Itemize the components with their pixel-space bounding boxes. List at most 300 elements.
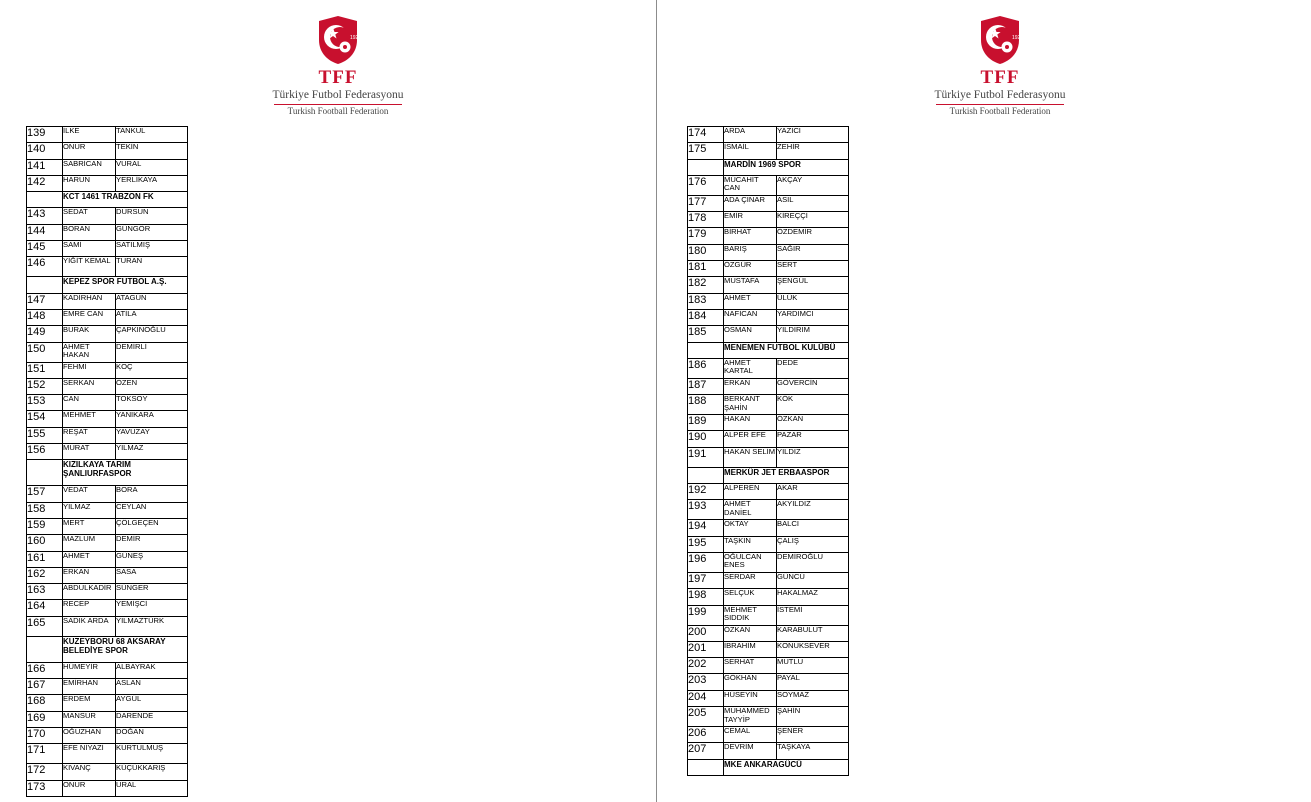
player-number: 206 [688,727,724,743]
team-row-spacer [27,277,63,293]
player-row [688,625,849,641]
player-row [688,378,849,394]
player-first-name: HAKAN [724,415,777,431]
player-number: 150 [27,342,63,362]
team-row [27,277,188,293]
player-last-name: ÇAPKINOĞLU [116,326,188,342]
player-number: 152 [27,378,63,394]
player-row [688,572,849,588]
player-row [688,536,849,552]
player-last-name: TAŞKAYA [777,743,849,759]
player-number: 161 [27,551,63,567]
player-first-name: MURAT [63,444,116,460]
player-row [688,395,849,415]
player-first-name: EMİR [724,212,777,228]
player-last-name: ÇÖLGEÇEN [116,518,188,534]
team-name: MARDİN 1969 SPOR [724,159,849,175]
player-number: 139 [27,127,63,143]
player-last-name: DURSUN [116,208,188,224]
logo-abbreviation: TFF [980,67,1020,88]
player-last-name: İSTEMİ [777,605,849,625]
player-last-name: ZEHİR [777,143,849,159]
player-first-name: KADİRHAN [63,293,116,309]
player-number: 154 [27,411,63,427]
player-last-name: ÖZDEMİR [777,228,849,244]
player-first-name: HÜMEYİR [63,662,116,678]
player-number: 164 [27,600,63,616]
tff-crest-icon [977,14,1023,66]
player-number: 145 [27,241,63,257]
player-first-name: AHMET KARTAL [724,358,777,378]
player-first-name: SERDAR [724,572,777,588]
player-number: 162 [27,567,63,583]
team-row-spacer [688,467,724,483]
player-last-name: YEMİŞCİ [116,600,188,616]
player-row [688,431,849,447]
player-first-name: TAŞKIN [724,536,777,552]
player-row [688,447,849,467]
player-last-name: AKÇAY [777,175,849,195]
player-first-name: AHMET HAKAN [63,342,116,362]
player-row [27,780,188,796]
player-number: 159 [27,518,63,534]
player-number: 199 [688,605,724,625]
player-last-name: TEKİN [116,143,188,159]
player-row [688,228,849,244]
player-row [688,358,849,378]
team-row-spacer [688,159,724,175]
player-first-name: BARIŞ [724,244,777,260]
player-first-name: İLKE [63,127,116,143]
player-number: 158 [27,502,63,518]
player-number: 180 [688,244,724,260]
team-row [27,192,188,208]
player-number: 157 [27,486,63,502]
player-row [27,551,188,567]
player-number: 141 [27,159,63,175]
player-row [688,743,849,759]
player-row [27,764,188,780]
player-first-name: ALPER EFE [724,431,777,447]
player-first-name: AHMET [724,293,777,309]
player-number: 155 [27,427,63,443]
logo-year: 1923 [350,35,361,41]
player-last-name: GÜNEŞ [116,551,188,567]
player-number: 183 [688,293,724,309]
player-row [688,326,849,342]
player-number: 171 [27,744,63,764]
player-last-name: YILDIZ [777,447,849,467]
player-last-name: DEMİRLİ [116,342,188,362]
player-number: 185 [688,326,724,342]
player-row [688,552,849,572]
player-row [27,224,188,240]
player-row [27,159,188,175]
player-first-name: DEVRİM [724,743,777,759]
player-row [27,342,188,362]
logo-name-english: Turkish Football Federation [949,106,1051,116]
player-number: 146 [27,257,63,277]
player-first-name: OSMAN [724,326,777,342]
player-number: 165 [27,616,63,636]
player-first-name: OĞULCAN ENES [724,552,777,572]
player-first-name: SERKAN [63,378,116,394]
player-last-name: ÖZKAN [777,415,849,431]
player-number: 149 [27,326,63,342]
player-number: 167 [27,679,63,695]
player-number: 189 [688,415,724,431]
player-last-name: KARABULUT [777,625,849,641]
player-number: 172 [27,764,63,780]
player-number: 147 [27,293,63,309]
player-last-name: SATILMIŞ [116,241,188,257]
player-number: 151 [27,362,63,378]
player-row [688,605,849,625]
player-row [27,444,188,460]
player-row [688,127,849,143]
player-row [27,600,188,616]
player-number: 173 [27,780,63,796]
team-row [688,467,849,483]
player-first-name: SADIK ARDA [63,616,116,636]
player-first-name: BURAK [63,326,116,342]
player-row [688,143,849,159]
logo-name-turkish: Türkiye Futbol Federasyonu [272,89,404,101]
player-row [688,589,849,605]
player-last-name: SAĞIR [777,244,849,260]
player-last-name: DOĞAN [116,727,188,743]
player-first-name: HARUN [63,175,116,191]
player-first-name: ERKAN [724,378,777,394]
player-row [27,395,188,411]
player-number: 140 [27,143,63,159]
player-row [27,695,188,711]
player-number: 143 [27,208,63,224]
player-last-name: DEMİROĞLU [777,552,849,572]
player-number: 174 [688,127,724,143]
player-number: 207 [688,743,724,759]
player-last-name: DEDE [777,358,849,378]
player-first-name: FEHMİ [63,362,116,378]
player-first-name: ÖZGÜR [724,261,777,277]
player-number: 188 [688,395,724,415]
player-last-name: ASIL [777,195,849,211]
player-number: 196 [688,552,724,572]
team-row [688,159,849,175]
player-row [688,195,849,211]
player-last-name: URAL [116,780,188,796]
player-row [688,500,849,520]
player-last-name: TOKSOY [116,395,188,411]
player-number: 178 [688,212,724,228]
player-number: 177 [688,195,724,211]
player-first-name: ERKAN [63,567,116,583]
roster-table-left [26,126,188,797]
player-row [688,674,849,690]
team-name: MENEMEN FUTBOL KULÜBÜ [724,342,849,358]
player-row [27,486,188,502]
player-first-name: SABRİCAN [63,159,116,175]
player-first-name: RECEP [63,600,116,616]
player-row [688,277,849,293]
player-last-name: CEYLAN [116,502,188,518]
player-last-name: PAYAL [777,674,849,690]
player-last-name: KONUKSEVER [777,641,849,657]
player-number: 205 [688,707,724,727]
player-last-name: TANKUL [116,127,188,143]
player-row [688,244,849,260]
player-first-name: ÖZKAN [724,625,777,641]
player-last-name: ÖZEN [116,378,188,394]
player-number: 200 [688,625,724,641]
player-last-name: AKYILDIZ [777,500,849,520]
player-number: 156 [27,444,63,460]
player-first-name: İBRAHİM [724,641,777,657]
player-first-name: ABDULKADİR [63,584,116,600]
team-row [688,759,849,775]
player-last-name: VURAL [116,159,188,175]
player-number: 179 [688,228,724,244]
player-row [27,427,188,443]
player-number: 144 [27,224,63,240]
player-first-name: OĞUZHAN [63,727,116,743]
player-last-name: YILMAZ [116,444,188,460]
player-number: 163 [27,584,63,600]
player-number: 181 [688,261,724,277]
player-first-name: MERT [63,518,116,534]
player-row [27,662,188,678]
player-row [27,502,188,518]
player-row [688,484,849,500]
player-last-name: KÖK [777,395,849,415]
player-row [27,535,188,551]
player-number: 142 [27,175,63,191]
player-last-name: KÜÇÜKKARIŞ [116,764,188,780]
player-first-name: VEDAT [63,486,116,502]
player-row [27,241,188,257]
player-last-name: GÜNGÖR [116,224,188,240]
player-row [27,616,188,636]
player-first-name: ONUR [63,143,116,159]
player-row [688,293,849,309]
player-first-name: ONUR [63,780,116,796]
team-row-spacer [27,460,63,486]
player-number: 204 [688,690,724,706]
player-first-name: MUSTAFA [724,277,777,293]
player-first-name: MEHMET SIDDIK [724,605,777,625]
page-divider [656,0,657,802]
player-row [27,584,188,600]
team-name: MKE ANKARAGÜCÜ [724,759,849,775]
player-row [688,520,849,536]
tff-crest-icon [315,14,361,66]
player-last-name: ŞENGÜL [777,277,849,293]
player-last-name: ÜLÜK [777,293,849,309]
player-row [27,362,188,378]
player-row [688,641,849,657]
player-number: 194 [688,520,724,536]
player-number: 184 [688,309,724,325]
player-first-name: BORAN [63,224,116,240]
logo-year: 1923 [1012,35,1023,41]
player-first-name: SELÇUK [724,589,777,605]
player-first-name: AHMET [63,551,116,567]
player-first-name: MUHAMMED TAYYİP [724,707,777,727]
player-last-name: YAZICI [777,127,849,143]
player-last-name: MUTLU [777,658,849,674]
player-number: 176 [688,175,724,195]
player-row [27,711,188,727]
player-first-name: REŞAT [63,427,116,443]
player-number: 148 [27,309,63,325]
player-first-name: SERHAT [724,658,777,674]
player-row [27,127,188,143]
player-last-name: DARENDE [116,711,188,727]
player-first-name: YİĞİT KEMAL [63,257,116,277]
player-number: 197 [688,572,724,588]
player-row [688,690,849,706]
player-first-name: NAFİCAN [724,309,777,325]
player-last-name: YILMAZTÜRK [116,616,188,636]
player-number: 166 [27,662,63,678]
player-last-name: AKAR [777,484,849,500]
player-number: 203 [688,674,724,690]
player-row [688,261,849,277]
player-last-name: DEMİR [116,535,188,551]
team-name: MERKÜR JET ERBAASPOR [724,467,849,483]
logo-rule [274,104,402,105]
player-row [688,658,849,674]
player-number: 170 [27,727,63,743]
player-first-name: ARDA [724,127,777,143]
player-number: 168 [27,695,63,711]
player-number: 175 [688,143,724,159]
team-row [27,460,188,486]
player-number: 192 [688,484,724,500]
player-last-name: ALBAYRAK [116,662,188,678]
team-name: KEPEZ SPOR FUTBOL A.Ş. [63,277,188,293]
player-row [27,411,188,427]
player-number: 160 [27,535,63,551]
player-last-name: ATAGÜN [116,293,188,309]
player-first-name: ERDEM [63,695,116,711]
team-row [27,636,188,662]
logo-rule [936,104,1064,105]
player-last-name: GÖVERCİN [777,378,849,394]
player-last-name: SÜNGER [116,584,188,600]
player-last-name: PAZAR [777,431,849,447]
player-row [27,175,188,191]
player-first-name: EMİRHAN [63,679,116,695]
player-last-name: ASLAN [116,679,188,695]
roster-table-right [687,126,849,776]
player-row [27,679,188,695]
player-row [27,378,188,394]
player-first-name: MEHMET [63,411,116,427]
player-row [27,727,188,743]
player-first-name: MAZLUM [63,535,116,551]
player-last-name: HAKALMAZ [777,589,849,605]
team-row-spacer [688,759,724,775]
player-first-name: KIVANÇ [63,764,116,780]
player-number: 182 [688,277,724,293]
player-last-name: YERLİKAYA [116,175,188,191]
team-name: KUZEYBORU 68 AKSARAY BELEDİYE SPOR [63,636,188,662]
team-name: KIZILKAYA TARIM ŞANLIURFASPOR [63,460,188,486]
player-last-name: KURTULMUŞ [116,744,188,764]
player-first-name: MÜCAHİT CAN [724,175,777,195]
player-row [27,567,188,583]
player-last-name: YARDIMCI [777,309,849,325]
player-first-name: BİRHAT [724,228,777,244]
logo-name-english: Turkish Football Federation [287,106,389,116]
player-number: 191 [688,447,724,467]
logo-abbreviation: TFF [318,67,358,88]
player-last-name: SASA [116,567,188,583]
player-row [27,326,188,342]
player-last-name: SERT [777,261,849,277]
player-number: 187 [688,378,724,394]
player-last-name: YILDIRIM [777,326,849,342]
logo-name-turkish: Türkiye Futbol Federasyonu [934,89,1066,101]
player-number: 198 [688,589,724,605]
player-last-name: GÜNCÜ [777,572,849,588]
player-row [27,143,188,159]
player-first-name: İSMAİL [724,143,777,159]
player-last-name: AYGÜL [116,695,188,711]
player-last-name: KİREÇÇİ [777,212,849,228]
player-first-name: OKTAY [724,520,777,536]
player-last-name: YANIKARA [116,411,188,427]
player-row [27,208,188,224]
player-row [27,293,188,309]
player-number: 169 [27,711,63,727]
player-first-name: AHMET DANİEL [724,500,777,520]
team-name: KCT 1461 TRABZON FK [63,192,188,208]
player-last-name: SOYMAZ [777,690,849,706]
team-row-spacer [688,342,724,358]
player-first-name: YILMAZ [63,502,116,518]
player-row [688,415,849,431]
player-last-name: ŞAHİN [777,707,849,727]
tff-logo [915,14,1085,117]
document-page-right [658,0,1311,802]
player-first-name: SEDAT [63,208,116,224]
player-number: 202 [688,658,724,674]
player-first-name: HAKAN SELİM [724,447,777,467]
player-last-name: ŞENER [777,727,849,743]
player-number: 193 [688,500,724,520]
player-first-name: ADA ÇINAR [724,195,777,211]
player-number: 195 [688,536,724,552]
player-first-name: CEMAL [724,727,777,743]
player-first-name: SAMİ [63,241,116,257]
team-row-spacer [27,636,63,662]
player-first-name: CAN [63,395,116,411]
player-last-name: BALCI [777,520,849,536]
player-number: 153 [27,395,63,411]
player-number: 190 [688,431,724,447]
player-row [688,707,849,727]
team-row-spacer [27,192,63,208]
player-last-name: YAVUZAY [116,427,188,443]
player-last-name: TURAN [116,257,188,277]
team-row [688,342,849,358]
player-last-name: KOÇ [116,362,188,378]
player-first-name: MANSUR [63,711,116,727]
player-number: 186 [688,358,724,378]
player-last-name: BORA [116,486,188,502]
